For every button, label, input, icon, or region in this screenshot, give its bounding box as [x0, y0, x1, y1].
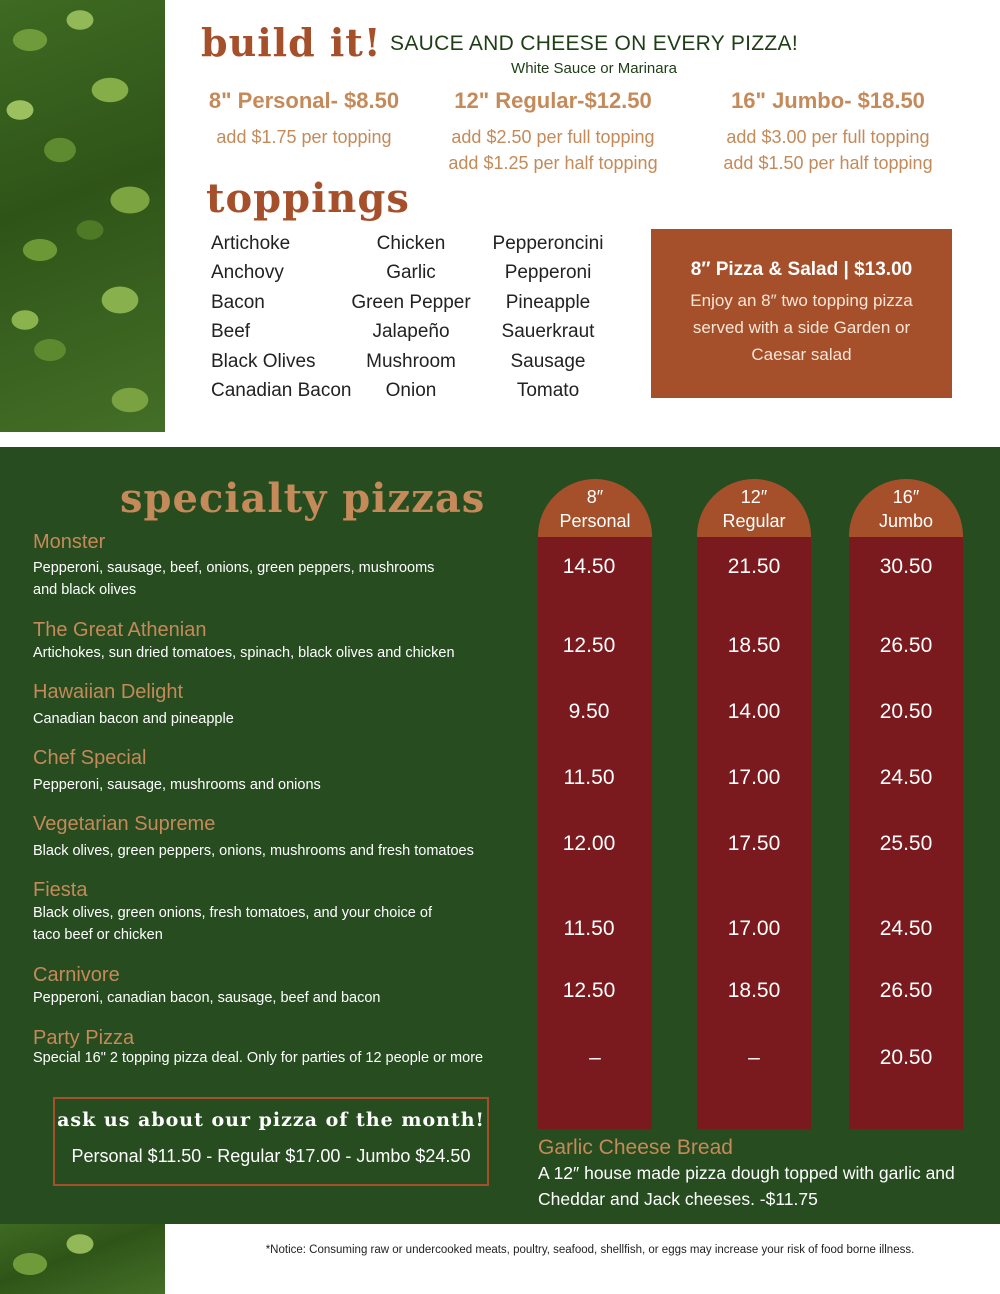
price-jumbo: 20.50: [879, 700, 933, 723]
topping-item: Anchovy: [211, 262, 284, 283]
price-jumbo: 25.50: [879, 832, 933, 855]
clover-photo-top: [0, 0, 165, 432]
topping-item: Jalapeño: [372, 321, 450, 342]
price-personal: 12.00: [562, 832, 616, 855]
column-size: 12″: [740, 487, 768, 507]
month-prices: Personal $11.50 - Regular $17.00 - Jumbo $24.50: [71, 1146, 471, 1166]
topping-item: Black Olives: [211, 351, 316, 372]
topping-item: Artichoke: [211, 233, 291, 254]
topping-item: Pepperoncini: [492, 233, 604, 254]
pizza-name: Party Pizza: [33, 1027, 135, 1049]
size-jumbo: 16" Jumbo- $18.50: [731, 88, 925, 113]
topping-item: Garlic: [386, 262, 436, 283]
price-personal: 14.50: [562, 555, 616, 578]
topping-item: Sausage: [510, 351, 586, 372]
price-personal: 11.50: [563, 766, 615, 789]
price-personal: –: [589, 1046, 601, 1069]
price-personal: 12.50: [562, 634, 616, 657]
price-regular: 17.50: [727, 832, 781, 855]
bread-title: Garlic Cheese Bread: [538, 1136, 733, 1159]
pizza-name: The Great Athenian: [33, 619, 207, 641]
pizza-name: Hawaiian Delight: [33, 681, 184, 703]
column-size: 16″: [892, 487, 920, 507]
month-title: ask us about our pizza of the month!: [57, 1109, 485, 1131]
column-header-regular: [697, 479, 811, 537]
bread-line2: Cheddar and Jack cheeses. -$11.75: [538, 1189, 818, 1209]
price-jumbo: 30.50: [879, 555, 933, 578]
column-header-personal: [538, 479, 652, 537]
toppings-title: toppings: [206, 175, 410, 222]
topping-item: Tomato: [516, 380, 580, 401]
size-jumbo-full-topping: add $3.00 per full topping: [726, 127, 930, 147]
price-jumbo: 20.50: [879, 1046, 933, 1069]
size-personal: 8" Personal- $8.50: [208, 88, 400, 113]
topping-item: Pepperoni: [504, 262, 592, 283]
build-title: build it!: [201, 20, 382, 65]
column-label: Regular: [722, 511, 786, 531]
topping-item: Pineapple: [505, 292, 591, 313]
topping-item: Bacon: [211, 292, 265, 313]
price-regular: 14.00: [727, 700, 781, 723]
pizza-name: Vegetarian Supreme: [33, 813, 216, 835]
price-jumbo: 24.50: [879, 766, 933, 789]
pizza-name: Fiesta: [33, 879, 88, 901]
size-regular: 12" Regular-$12.50: [454, 88, 652, 113]
pizza-name: Monster: [33, 531, 106, 553]
price-personal: 9.50: [568, 700, 610, 723]
bread-line1: A 12″ house made pizza dough topped with garlic and: [538, 1163, 955, 1183]
build-headline: SAUCE AND CHEESE ON EVERY PIZZA!: [390, 32, 798, 55]
size-jumbo-half-topping: add $1.50 per half topping: [723, 153, 933, 173]
pizza-desc: Pepperoni, canadian bacon, sausage, beef and bacon: [33, 990, 381, 1006]
topping-item: Onion: [385, 380, 437, 401]
combo-line1: Enjoy an 8″ two topping pizza: [690, 291, 913, 310]
pizza-desc: Canadian bacon and pineapple: [33, 711, 234, 727]
price-jumbo: 26.50: [879, 634, 933, 657]
pizza-desc: and black olives: [33, 582, 137, 598]
size-regular-full-topping: add $2.50 per full topping: [451, 127, 655, 147]
price-regular: 18.50: [727, 634, 781, 657]
topping-item: Mushroom: [366, 351, 456, 372]
price-regular: 17.00: [727, 766, 781, 789]
size-personal-topping: add $1.75 per topping: [216, 127, 392, 147]
combo-line2: served with a side Garden or: [692, 318, 911, 337]
topping-item: Green Pepper: [351, 292, 471, 313]
topping-item: Beef: [211, 321, 251, 342]
column-size: 8″: [586, 487, 604, 507]
price-regular: 18.50: [727, 979, 781, 1002]
topping-item: Sauerkraut: [501, 321, 595, 342]
pizza-desc: Pepperoni, sausage, mushrooms and onions: [33, 777, 321, 793]
pizza-desc: Black olives, green onions, fresh tomatoes, and your choice of: [33, 905, 432, 921]
specialty-title: specialty pizzas: [120, 475, 486, 522]
topping-item: Chicken: [376, 233, 446, 254]
clover-photo-bottom: [0, 1224, 165, 1294]
pizza-name: Chef Special: [33, 747, 147, 769]
build-subline: White Sauce or Marinara: [511, 60, 677, 77]
price-jumbo: 26.50: [879, 979, 933, 1002]
pizza-of-month-box: [53, 1097, 489, 1186]
pizza-desc: Artichokes, sun dried tomatoes, spinach, black olives and chicken: [33, 645, 455, 661]
food-safety-notice: *Notice: Consuming raw or undercooked meats, poultry, seafood, shellfish, or eggs may increase your risk of food borne illness.: [265, 1244, 915, 1256]
price-personal: 12.50: [562, 979, 616, 1002]
column-header-jumbo: [849, 479, 963, 537]
combo-box: [651, 229, 952, 398]
column-label: Jumbo: [878, 511, 934, 531]
price-personal: 11.50: [563, 917, 615, 940]
price-regular: 17.00: [727, 917, 781, 940]
combo-line3: Caesar salad: [751, 345, 852, 364]
pizza-desc: Black olives, green peppers, onions, mushrooms and fresh tomatoes: [33, 843, 474, 859]
size-regular-half-topping: add $1.25 per half topping: [448, 153, 658, 173]
pizza-name: Carnivore: [33, 964, 120, 986]
pizza-desc: taco beef or chicken: [33, 927, 163, 943]
pizza-desc: Pepperoni, sausage, beef, onions, green peppers, mushrooms: [33, 560, 435, 576]
price-regular: 21.50: [727, 555, 781, 578]
price-jumbo: 24.50: [879, 917, 933, 940]
combo-title: 8″ Pizza & Salad | $13.00: [690, 259, 913, 280]
price-regular: –: [748, 1046, 760, 1069]
column-label: Personal: [559, 511, 631, 531]
topping-item: Canadian Bacon: [211, 380, 352, 401]
pizza-desc: Special 16" 2 topping pizza deal. Only for parties of 12 people or more: [33, 1050, 484, 1066]
